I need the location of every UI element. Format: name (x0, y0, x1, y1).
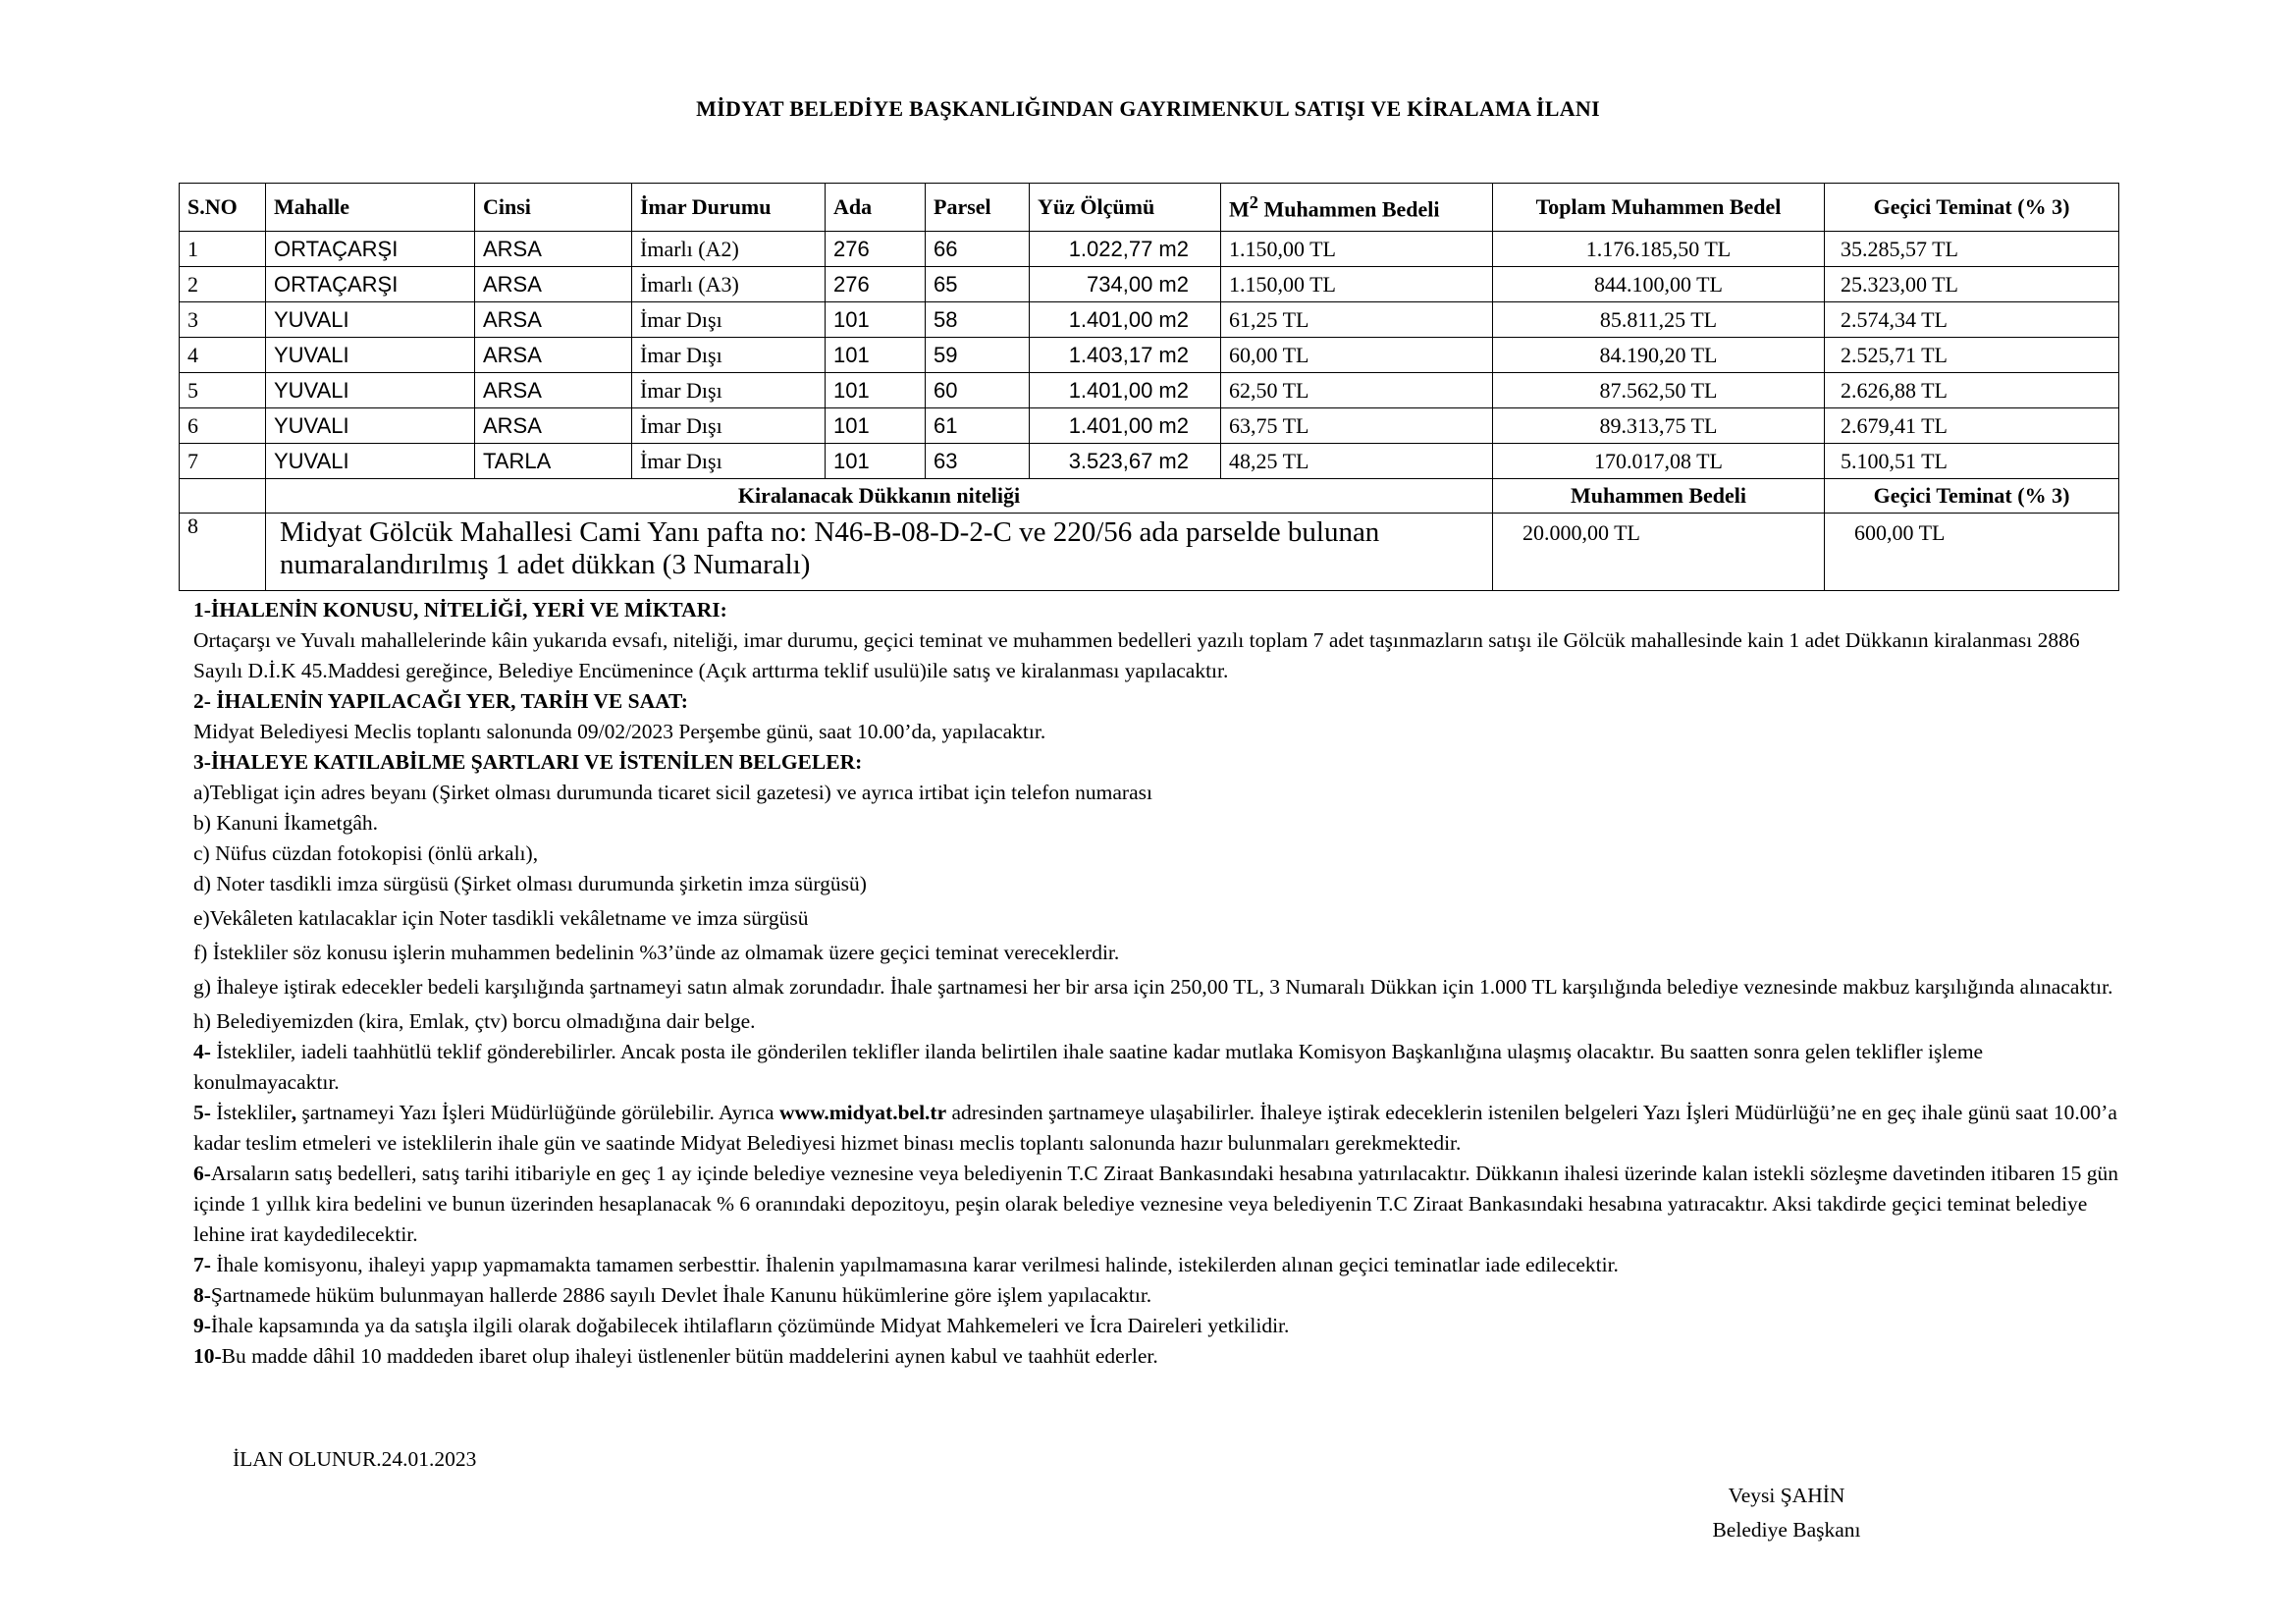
table-row (180, 373, 2119, 408)
cell-m2-bedel: 60,00 TL (1221, 338, 1493, 373)
table-body (180, 232, 2119, 479)
section-5-url: www.midyat.bel.tr (778, 1101, 947, 1124)
shop-row-muhammen: 20.000,00 TL (1493, 514, 1825, 591)
cell-sno: 2 (180, 267, 266, 302)
shop-row-teminat: 600,00 TL (1825, 514, 2119, 591)
section-9 (193, 1311, 2122, 1341)
cell-imar: İmarlı (A3) (632, 267, 826, 302)
cell-imar: İmar Dışı (632, 373, 826, 408)
cell-parsel: 65 (926, 267, 1030, 302)
cell-ada: 276 (826, 267, 926, 302)
cell-cinsi: TARLA (475, 444, 632, 479)
cell-yuz: 1.403,17 m2 (1030, 338, 1221, 373)
cell-yuz: 3.523,67 m2 (1030, 444, 1221, 479)
header-toplam: Toplam Muhammen Bedel (1493, 184, 1825, 232)
header-m2 (1221, 184, 1493, 232)
section-3-item-h: h) Belediyemizden (kira, Emlak, çtv) borcu olmadığına dair belge. (193, 1009, 756, 1033)
document-title: MİDYAT BELEDİYE BAŞKANLIĞINDAN GAYRIMENKUL SATIŞI VE KİRALAMA İLANI (696, 96, 1600, 121)
cell-ada: 101 (826, 302, 926, 338)
cell-toplam: 87.562,50 TL (1493, 373, 1825, 408)
cell-cinsi: ARSA (475, 267, 632, 302)
section-5-text-b: şartnameyi Yazı İşleri Müdürlüğünde görülebilir. Ayrıca (296, 1101, 779, 1124)
cell-mahalle: YUVALI (266, 373, 475, 408)
cell-toplam: 170.017,08 TL (1493, 444, 1825, 479)
cell-imar: İmar Dışı (632, 302, 826, 338)
section-3-item-c: c) Nüfus cüzdan fotokopisi (önlü arkalı), (193, 841, 539, 865)
cell-teminat: 35.285,57 TL (1825, 232, 2119, 267)
cell-teminat: 2.574,34 TL (1825, 302, 2119, 338)
header-teminat: Geçici Teminat (% 3) (1825, 184, 2119, 232)
cell-parsel: 66 (926, 232, 1030, 267)
cell-m2-bedel: 62,50 TL (1221, 373, 1493, 408)
section-6 (193, 1159, 2122, 1250)
header-mahalle: Mahalle (266, 184, 475, 232)
cell-toplam: 1.176.185,50 TL (1493, 232, 1825, 267)
cell-teminat: 2.525,71 TL (1825, 338, 2119, 373)
cell-yuz: 1.401,00 m2 (1030, 302, 1221, 338)
cell-imar: İmar Dışı (632, 338, 826, 373)
announcement-body (193, 595, 2122, 1372)
table-row (180, 232, 2119, 267)
cell-mahalle: YUVALI (266, 444, 475, 479)
section-10-text: Bu madde dâhil 10 maddeden ibaret olup ihaleyi üstlenenler bütün maddelerini aynen kabul ve taahhüt ederler. (221, 1344, 1158, 1368)
ilan-olunur-date: İLAN OLUNUR.24.01.2023 (233, 1447, 477, 1471)
section-8-text: Şartnamede hüküm bulunmayan hallerde 2886 sayılı Devlet İhale Kanunu hükümlerine göre işlem yapılacaktır. (210, 1283, 1152, 1307)
cell-sno: 3 (180, 302, 266, 338)
cell-m2-bedel: 48,25 TL (1221, 444, 1493, 479)
cell-m2-bedel: 61,25 TL (1221, 302, 1493, 338)
section-1-title: 1-İHALENİN KONUSU, NİTELİĞİ, YERİ VE MİKTARI: (193, 598, 727, 622)
cell-cinsi: ARSA (475, 373, 632, 408)
property-table (179, 183, 2119, 591)
cell-mahalle: YUVALI (266, 408, 475, 444)
cell-m2-bedel: 1.150,00 TL (1221, 267, 1493, 302)
cell-sno: 1 (180, 232, 266, 267)
cell-imar: İmar Dışı (632, 444, 826, 479)
cell-toplam: 89.313,75 TL (1493, 408, 1825, 444)
section-4 (193, 1037, 2122, 1098)
cell-toplam: 84.190,20 TL (1493, 338, 1825, 373)
cell-yuz: 1.401,00 m2 (1030, 408, 1221, 444)
section-2-title: 2- İHALENİN YAPILACAĞI YER, TARİH VE SAAT: (193, 689, 688, 713)
cell-sno: 6 (180, 408, 266, 444)
cell-parsel: 60 (926, 373, 1030, 408)
cell-cinsi: ARSA (475, 408, 632, 444)
cell-sno: 5 (180, 373, 266, 408)
signature-block (1669, 1479, 1904, 1547)
section-3-item-a: a)Tebligat için adres beyanı (Şirket olması durumunda ticaret sicil gazetesi) ve ayrıca irtibat için telefon numarası (193, 781, 1152, 804)
shop-row-sno: 8 (180, 514, 266, 591)
cell-imar: İmar Dışı (632, 408, 826, 444)
section-5-text-a: İstekliler (210, 1101, 292, 1124)
section-5 (193, 1098, 2122, 1159)
section-6-text: Arsaların satış bedelleri, satış tarihi itibariyle en geç 1 ay içinde belediye veznesine veya belediyenin T.C Ziraat Bankasındaki hesabına yatırılacaktır. Dükkanın ihalesi üzerinde kalan istekli sözleşme davetinden itibaren 15 gün içinde 1 yıllık kira bedelini ve bunun üzerinden hesaplanacak % 6 oranındaki depozitoyu, peşin olarak belediye veznesine veya belediyenin T.C Ziraat Bankasındaki hesabına yatıracaktır. Aksi takdirde geçici teminat belediye lehine irat kaydedilecektir. (193, 1162, 2119, 1246)
table-header-row (180, 184, 2119, 232)
cell-cinsi: ARSA (475, 302, 632, 338)
section-2-text: Midyat Belediyesi Meclis toplantı salonunda 09/02/2023 Perşembe günü, saat 10.00’da, yapılacaktır. (193, 720, 1046, 743)
cell-teminat: 2.626,88 TL (1825, 373, 2119, 408)
cell-ada: 101 (826, 444, 926, 479)
section-9-text: İhale kapsamında ya da satışla ilgili olarak doğabilecek ihtilafların çözümünde Midyat Mahkemeleri ve İcra Daireleri yetkilidir. (210, 1314, 1290, 1337)
section-4-number: 4- (193, 1040, 211, 1063)
shop-row-desc: Midyat Gölcük Mahallesi Cami Yanı pafta no: N46-B-08-D-2-C ve 220/56 ada parselde bulunan numaralandırılmış 1 adet dükkan (3 Numaralı) (266, 514, 1493, 591)
section-8 (193, 1280, 2122, 1311)
table-row (180, 302, 2119, 338)
section-10 (193, 1341, 2122, 1372)
shop-row (180, 514, 2119, 591)
cell-ada: 276 (826, 232, 926, 267)
cell-ada: 101 (826, 408, 926, 444)
section-3-item-b: b) Kanuni İkametgâh. (193, 811, 379, 835)
section-3-title: 3-İHALEYE KATILABİLME ŞARTLARI VE İSTENİLEN BELGELER: (193, 750, 863, 774)
section-6-number: 6- (193, 1162, 211, 1185)
section-3-item-e: e)Vekâleten katılacaklar için Noter tasdikli vekâletname ve imza sürgüsü (193, 906, 809, 930)
section-9-number: 9- (193, 1314, 211, 1337)
cell-sno: 7 (180, 444, 266, 479)
cell-toplam: 844.100,00 TL (1493, 267, 1825, 302)
section-5-comma: , (291, 1101, 297, 1124)
shop-header-row (180, 479, 2119, 514)
signatory-name: Veysi ŞAHİN (1728, 1484, 1845, 1507)
section-5-number: 5- (193, 1101, 211, 1124)
header-yuz: Yüz Ölçümü (1030, 184, 1221, 232)
header-m2-sup: 2 (1249, 191, 1258, 212)
section-5-text-c: adresinden şartnameye ulaşabilirler. İhaleye iştirak edeceklerin istenilen belgeleri Yazı İşleri Müdürlüğü’ne en geç ihale günü saat 10.00’a kadar teslim etmeleri ve isteklilerin ihale gün ve saatinde Midyat Belediyesi hizmet binası meclis toplantı salonunda hazır bulunmaları gerekmektedir. (193, 1101, 2117, 1155)
shop-header-muhammen: Muhammen Bedeli (1493, 479, 1825, 514)
cell-mahalle: ORTAÇARŞI (266, 267, 475, 302)
section-1-text: Ortaçarşı ve Yuvalı mahallelerinde kâin yukarıda evsafı, niteliği, imar durumu, geçici teminat ve muhammen bedelleri yazılı toplam 7 adet taşınmazların satışı ile Gölcük mahallesinde kain 1 adet Dükkanın kiralanması 2886 Sayılı D.İ.K 45.Maddesi gereğince, Belediye Encümenince (Açık arttırma teklif usulü)ile satış ve kiralanması yapılacaktır. (193, 628, 2080, 682)
cell-toplam: 85.811,25 TL (1493, 302, 1825, 338)
cell-yuz: 1.401,00 m2 (1030, 373, 1221, 408)
header-ada: Ada (826, 184, 926, 232)
cell-mahalle: YUVALI (266, 302, 475, 338)
shop-header-teminat: Geçici Teminat (% 3) (1825, 479, 2119, 514)
header-cinsi: Cinsi (475, 184, 632, 232)
section-7-number: 7- (193, 1253, 211, 1276)
section-3-item-d: d) Noter tasdikli imza sürgüsü (Şirket olması durumunda şirketin imza sürgüsü) (193, 872, 867, 895)
cell-teminat: 5.100,51 TL (1825, 444, 2119, 479)
cell-parsel: 63 (926, 444, 1030, 479)
cell-ada: 101 (826, 338, 926, 373)
cell-yuz: 1.022,77 m2 (1030, 232, 1221, 267)
cell-parsel: 59 (926, 338, 1030, 373)
cell-mahalle: YUVALI (266, 338, 475, 373)
cell-cinsi: ARSA (475, 232, 632, 267)
header-m2-prefix: M (1229, 196, 1250, 222)
table-row (180, 267, 2119, 302)
header-m2-rest: Muhammen Bedeli (1257, 196, 1440, 222)
cell-imar: İmarlı (A2) (632, 232, 826, 267)
section-7 (193, 1250, 2122, 1280)
table-row (180, 444, 2119, 479)
cell-ada: 101 (826, 373, 926, 408)
cell-m2-bedel: 1.150,00 TL (1221, 232, 1493, 267)
section-7-text: İhale komisyonu, ihaleyi yapıp yapmamakta tamamen serbesttir. İhalenin yapılmamasına karar verilmesi halinde, istekilerden alınan geçici teminatlar iade edilecektir. (210, 1253, 1619, 1276)
section-3-item-g: g) İhaleye iştirak edecekler bedeli karşılığında şartnameyi satın almak zorundadır. İhale şartnamesi her bir arsa için 250,00 TL, 3 Numaralı Dükkan için 1.000 TL karşılığında belediye veznesinde makbuz karşılığında alınacaktır. (193, 975, 2113, 999)
cell-yuz: 734,00 m2 (1030, 267, 1221, 302)
header-parsel: Parsel (926, 184, 1030, 232)
cell-teminat: 2.679,41 TL (1825, 408, 2119, 444)
cell-mahalle: ORTAÇARŞI (266, 232, 475, 267)
cell-cinsi: ARSA (475, 338, 632, 373)
cell-teminat: 25.323,00 TL (1825, 267, 2119, 302)
table-row (180, 408, 2119, 444)
shop-header-label: Kiralanacak Dükkanın niteliği (266, 479, 1493, 514)
header-imar: İmar Durumu (632, 184, 826, 232)
section-3-item-f: f) İstekliler söz konusu işlerin muhammen bedelinin %3’ünde az olmamak üzere geçici teminat vereceklerdir. (193, 941, 1120, 964)
table-row (180, 338, 2119, 373)
cell-m2-bedel: 63,75 TL (1221, 408, 1493, 444)
section-4-text: İstekliler, iadeli taahhütlü teklif gönderebilirler. Ancak posta ile gönderilen teklifler ilanda belirtilen ihale saatine kadar mutlaka Komisyon Başkanlığına ulaşmış olacaktır. Bu saatten sonra gelen teklifler işleme konulmayacaktır. (193, 1040, 1984, 1094)
shop-header-blank (180, 479, 266, 514)
header-sno: S.NO (180, 184, 266, 232)
cell-parsel: 58 (926, 302, 1030, 338)
signatory-role: Belediye Başkanı (1712, 1518, 1861, 1542)
section-10-number: 10- (193, 1344, 222, 1368)
cell-parsel: 61 (926, 408, 1030, 444)
cell-sno: 4 (180, 338, 266, 373)
shop-section (180, 479, 2119, 591)
section-8-number: 8- (193, 1283, 211, 1307)
